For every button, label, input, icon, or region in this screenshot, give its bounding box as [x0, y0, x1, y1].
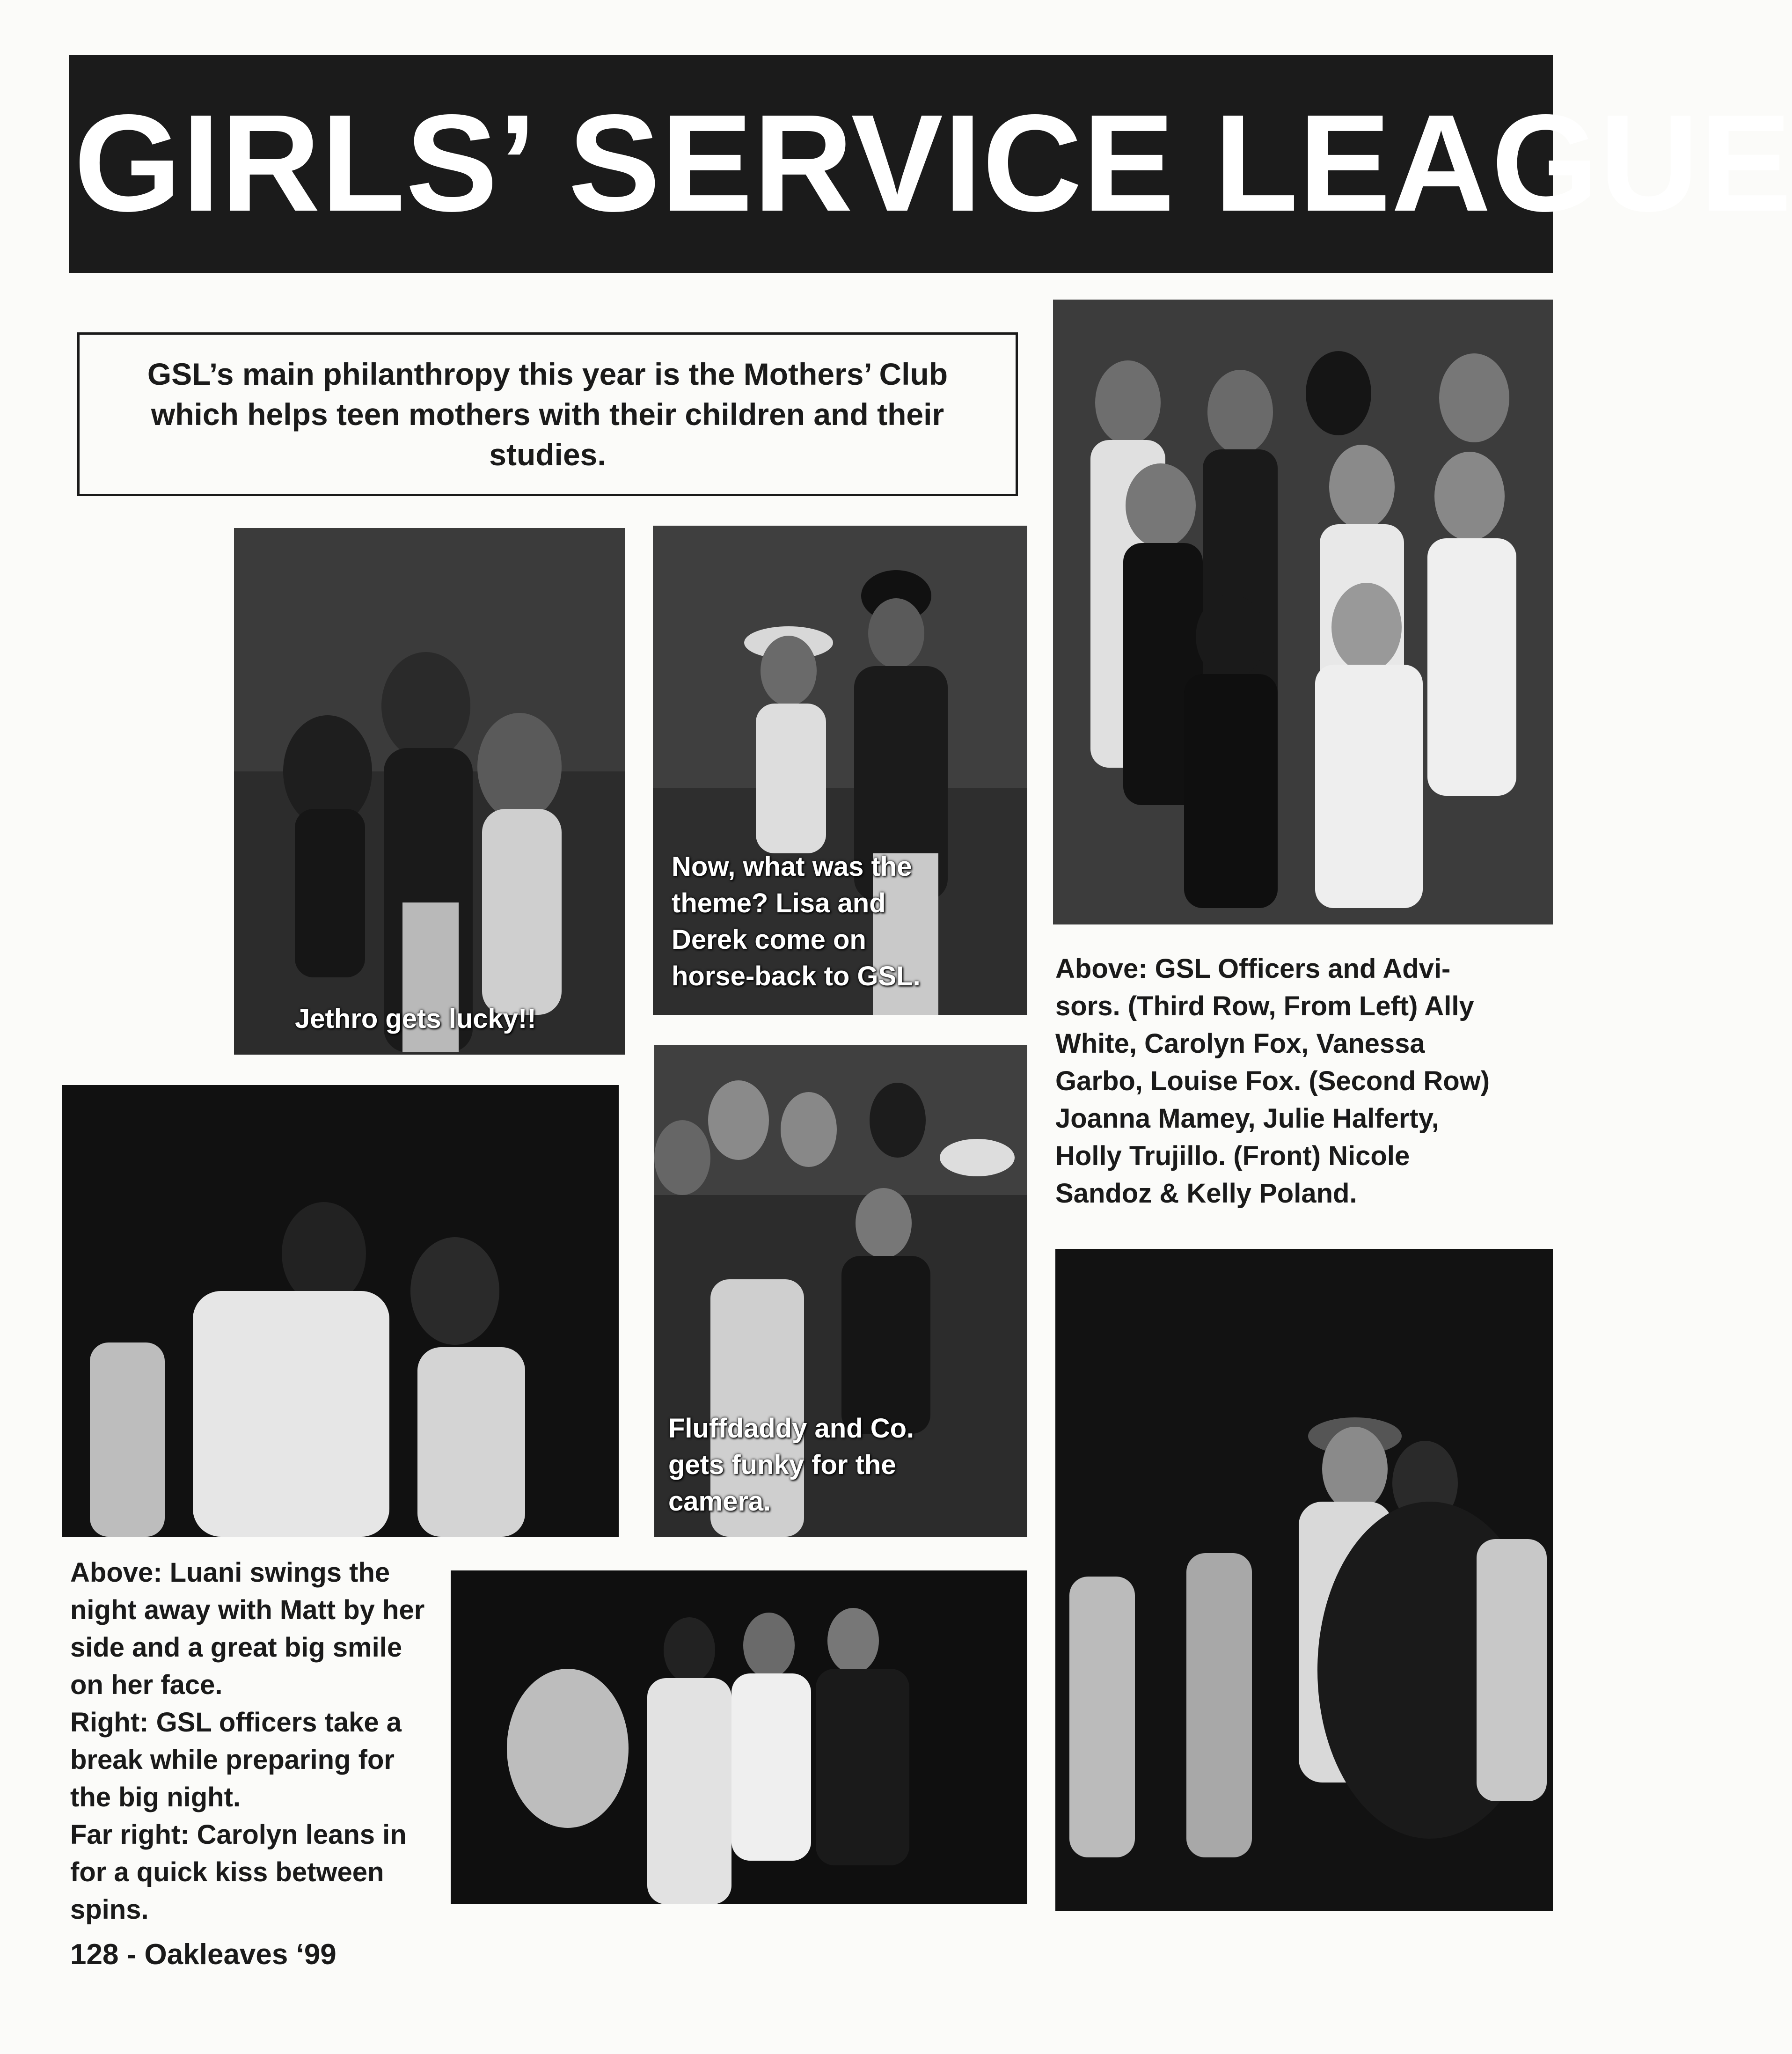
photo-luani	[62, 1085, 619, 1537]
photo-fluffdaddy-caption: Fluffdaddy and Co. gets funky for the camera.	[668, 1413, 914, 1517]
caption-right: Right: GSL officers take a break while preparing for the big night.	[70, 1707, 402, 1812]
photo-luani-art	[62, 1085, 619, 1537]
photo-break	[451, 1570, 1027, 1904]
photo-horseback-caption: Now, what was the theme? Lisa and Derek come on horse-back to GSL.	[672, 851, 921, 991]
caption-far-right: Far right: Carolyn leans in for a quick kiss between spins.	[70, 1819, 407, 1925]
photo-jethro	[234, 528, 625, 1055]
caption-block-left	[70, 1554, 435, 1929]
photo-horseback	[653, 526, 1027, 1015]
intro-text: GSL’s main philanthropy this year is the Mothers’ Club which helps teen mothers with their children and their studies.	[147, 357, 948, 472]
page-title: GIRLS’ SERVICE LEAGUE	[74, 86, 1792, 240]
caption-above: Above: Luani swings the night away with Matt by her side and a great big smile on her face.	[70, 1557, 425, 1700]
photo-jethro-art	[234, 528, 625, 1055]
photo-kiss-art	[1055, 1249, 1553, 1911]
photo-officers-art	[1053, 300, 1553, 924]
photo-jethro-caption: Jethro gets lucky!!	[295, 1004, 536, 1034]
photo-fluffdaddy	[654, 1045, 1027, 1537]
photo-break-art	[451, 1570, 1027, 1904]
intro-box	[77, 332, 1018, 496]
page-folio: 128 - Oakleaves ‘99	[70, 1938, 336, 1971]
photo-officers	[1053, 300, 1553, 924]
photo-kiss	[1055, 1249, 1553, 1911]
caption-officers: Above: GSL Officers and Advi-sors. (Third Row, From Left) Ally White, Carolyn Fox, Vanessa Garbo, Louise Fox. (Second Row) Joanna Mamey, Julie Halferty, Holly Trujillo. (Front) Nicole Sandoz & Kelly Poland.	[1055, 954, 1490, 1209]
header-banner	[69, 55, 1792, 273]
